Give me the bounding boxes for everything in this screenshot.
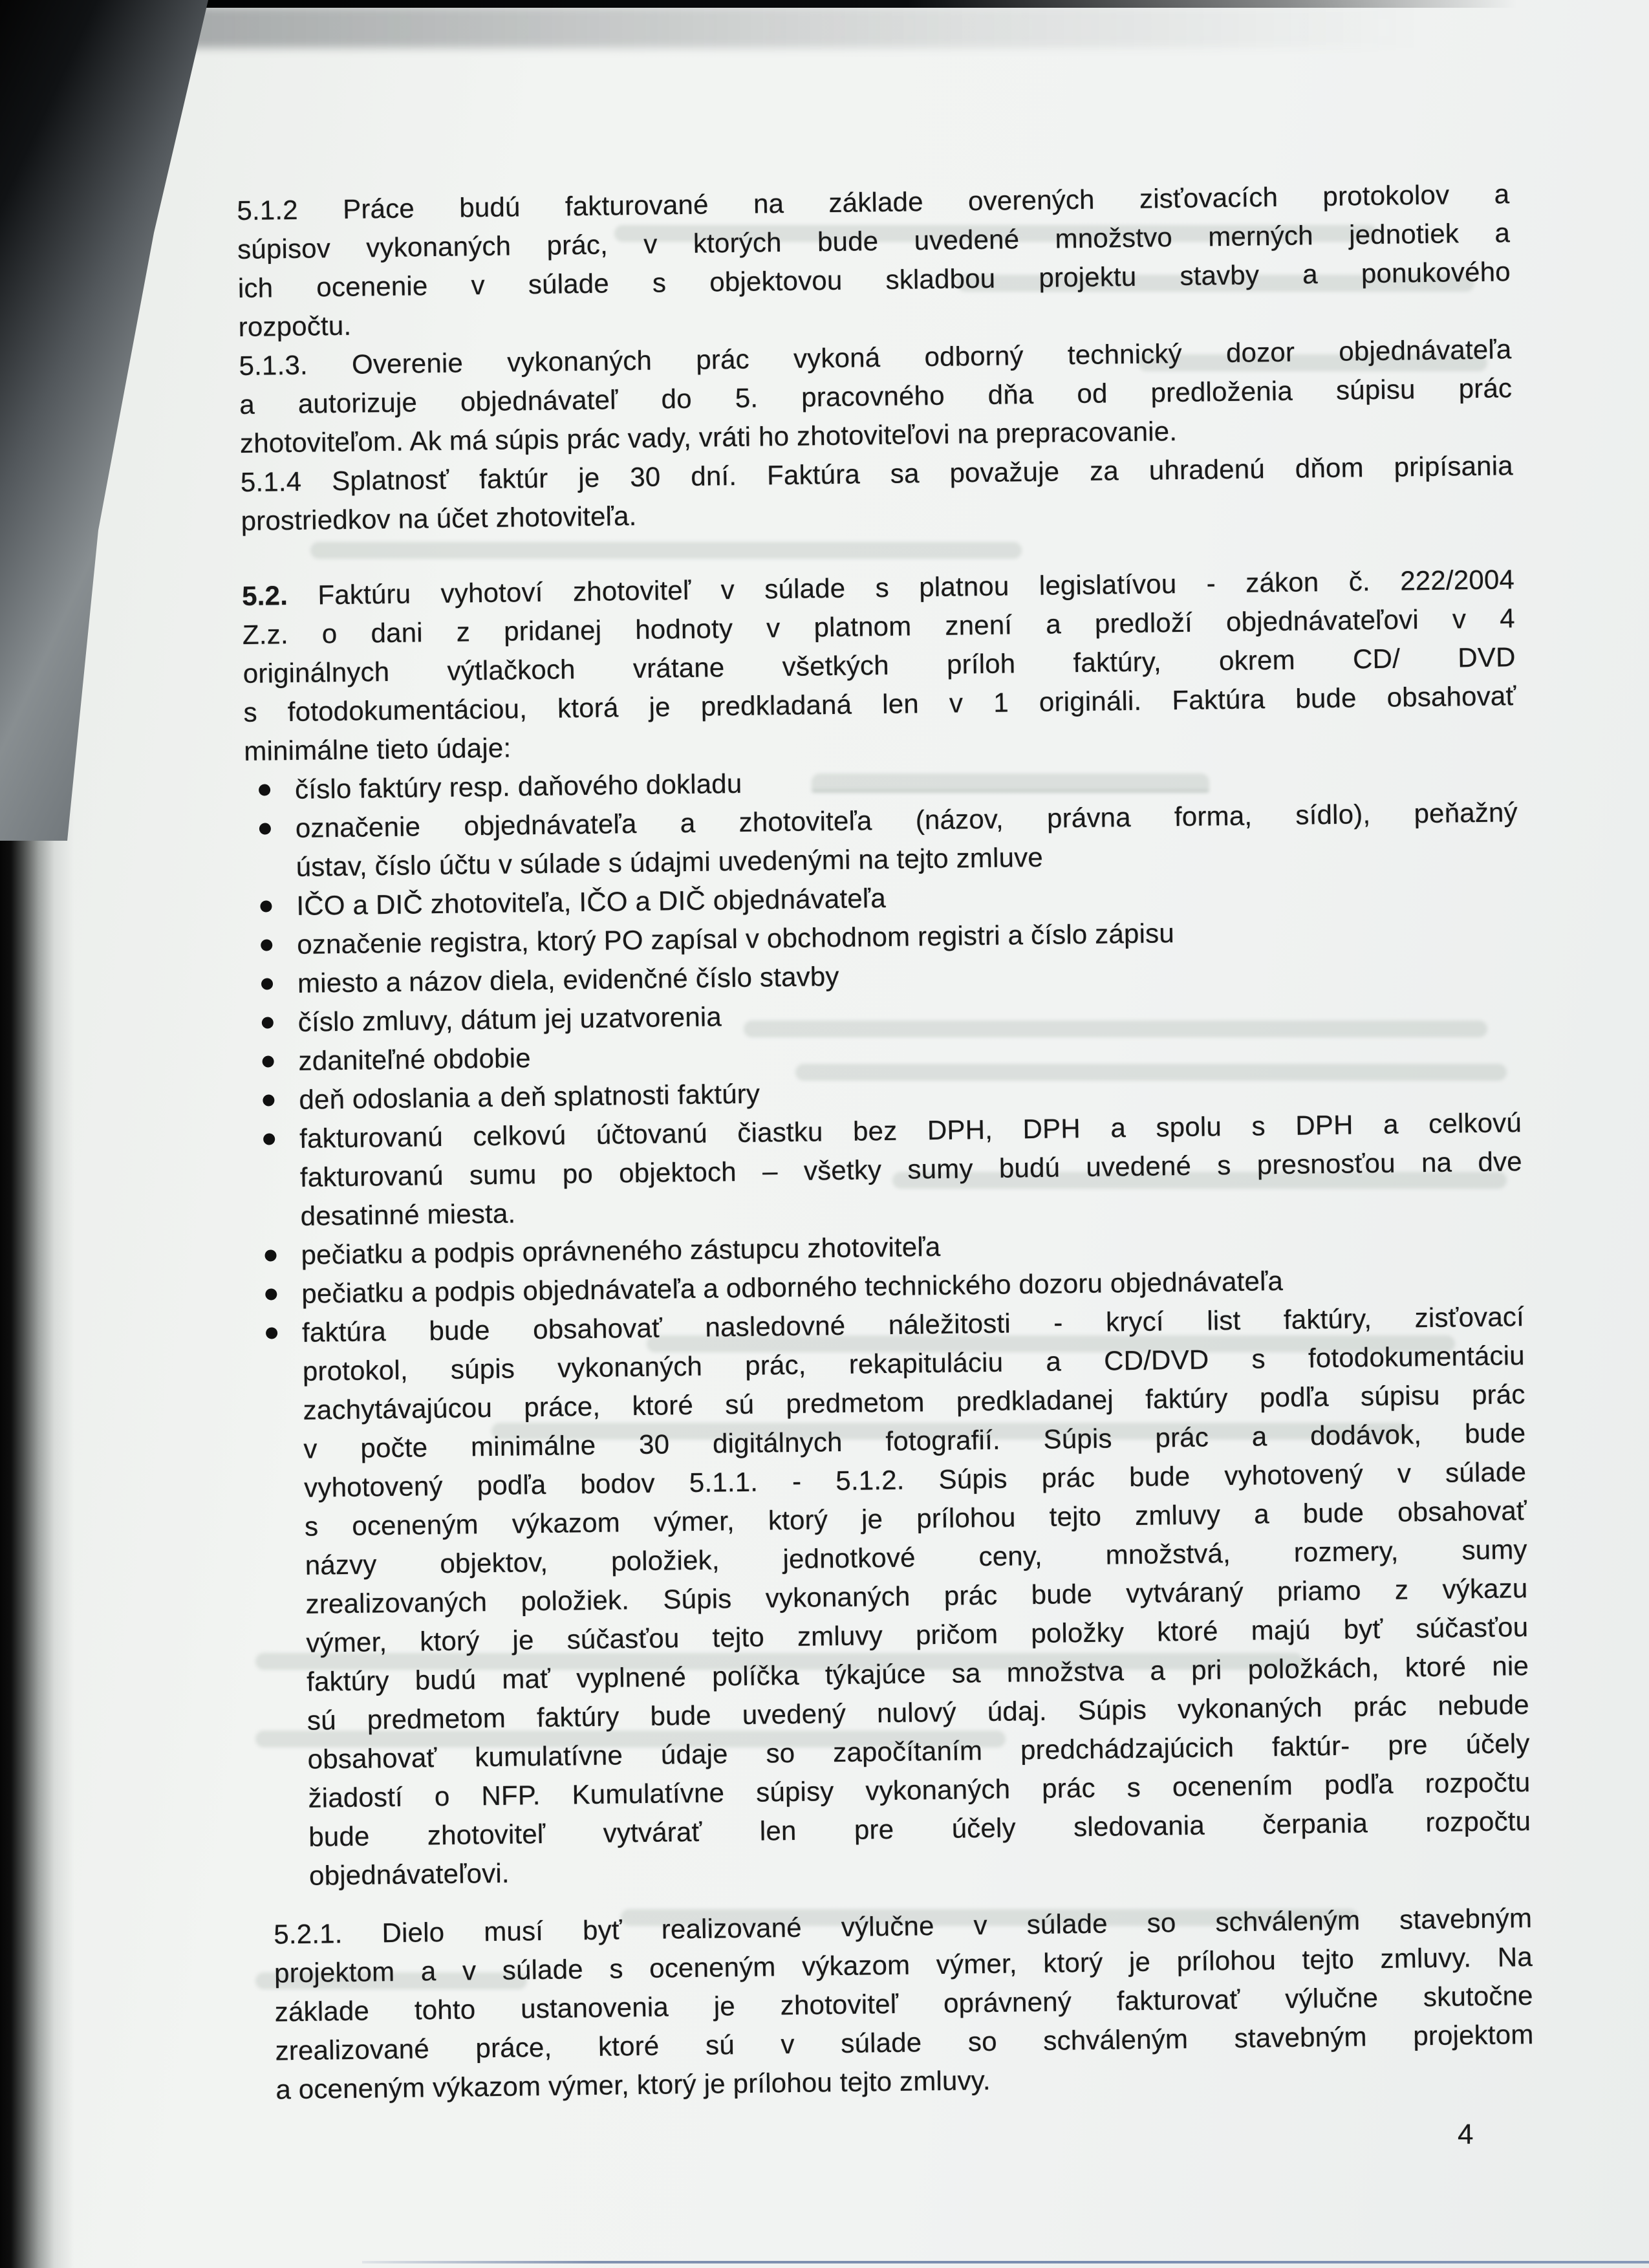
text-line: ústav, číslo účtu v súlade s údajmi uvedenými na tejto zmluve	[296, 841, 1044, 882]
text-line: zachytávajúcou práce, ktoré sú predmetom predkladanej faktúry podľa súpisu prác	[303, 1379, 1525, 1425]
paragraph	[239, 330, 1513, 463]
paragraph	[242, 560, 1517, 771]
bullet-icon	[263, 1133, 275, 1145]
text-line: označenie registra, ktorý PO zapísal v obchodnom registri a číslo zápisu	[296, 918, 1175, 960]
text-line: a oceneným výkazom výmer, ktorý je prílohou tejto zmluvy.	[275, 2064, 991, 2105]
text-line: vyhotovený podľa bodov 5.1.1. - 5.1.2. Súpis prác bude vyhotovený v súlade	[303, 1456, 1527, 1503]
bullet-icon	[261, 939, 272, 951]
text-line: prostriedkov na účet zhotoviteľa.	[241, 500, 637, 536]
text-line: 5.1.4 Splatnosť faktúr je 30 dní. Faktúra sa považuje za uhradenú dňom pripísania	[240, 450, 1514, 497]
text-line: a autorizuje objednávateľ do 5. pracovného dňa od predloženia súpisu prác	[239, 373, 1513, 420]
text-line: deň odoslania a deň splatnosti faktúry	[299, 1078, 760, 1115]
paragraph	[240, 446, 1513, 541]
text-line: rozpočtu.	[238, 310, 352, 342]
text-line: Z.z. o dani z pridanej hodnoty v platnom znení a predloží objednávateľovi v 4	[242, 603, 1516, 650]
text-line: fakturovanú sumu po objektoch – všetky sumy budú uvedené s presnosťou na dve	[299, 1146, 1523, 1193]
text-line: pečiatku a podpis oprávneného zástupcu zhotoviteľa	[301, 1231, 941, 1270]
bullet-icon	[266, 1327, 277, 1339]
text-line: súpisov vykonaných prác, v ktorých bude uvedené množstvo merných jednotiek a	[237, 217, 1511, 265]
text-line: objednávateľovi.	[308, 1857, 510, 1891]
text-line: bude zhotoviteľ vytvárať len pre účely sledovania čerpania rozpočtu	[308, 1806, 1531, 1852]
bullet-icon	[264, 1249, 276, 1261]
text-line: 5.1.3. Overenie vykonaných prác vykoná odborný technický dozor objednávateľa	[239, 334, 1512, 381]
text-line: 5.1.2 Práce budú fakturované na základe overených zisťovacích protokolov a	[237, 178, 1510, 226]
text-line: faktúry budú mať vyplnené políčka týkajúce sa množstva a pri položkách, ktoré nie	[306, 1650, 1529, 1697]
bullet-icon	[259, 784, 270, 795]
text-line: označenie objednávateľa a zhotoviteľa (názov, právna forma, sídlo), peňažný	[295, 797, 1518, 843]
text-line: desatinné miesta.	[300, 1198, 516, 1231]
text-line: číslo faktúry resp. daňového dokladu	[294, 768, 742, 805]
text-line: zhotoviteľom. Ak má súpis prác vady, vráti ho zhotoviteľovi na prepracovanie.	[239, 415, 1178, 459]
text-line: obsahovať kumulatívne údaje so započítaním predchádzajúcich faktúr- pre účely	[307, 1728, 1530, 1775]
text-line: názvy objektov, položiek, jednotkové ceny, množstvá, rozmery, sumy	[305, 1534, 1527, 1581]
scan-edge-bottom-line	[362, 2261, 1649, 2263]
text-line: 5.2.1. Dielo musí byť realizované výlučne v súlade so schváleným stavebným	[273, 1903, 1533, 1950]
text-line: 5.2. Faktúru vyhotoví zhotoviteľ v súlade s platnou legislatívou - zákon č. 222/2004	[241, 564, 1515, 611]
bullet-icon	[262, 1055, 274, 1067]
text-line: protokol, súpis vykonaných prác, rekapituláciu a CD/DVD s fotodokumentáciu	[302, 1340, 1525, 1387]
text-line: zdaniteľné obdobie	[298, 1042, 532, 1076]
text-line: základe tohto ustanovenia je zhotoviteľ oprávnený fakturovať výlučne skutočne	[274, 1980, 1533, 2027]
bullet-icon	[260, 900, 272, 912]
bullet-icon	[262, 1017, 274, 1028]
bullet-icon	[261, 978, 273, 989]
text-line: žiadostí o NFP. Kumulatívne súpisy vykonaných prác s ocenením podľa rozpočtu	[308, 1767, 1531, 1813]
scan-corner-wedge	[0, 0, 213, 841]
text-line: zrealizované práce, ktoré sú v súlade so schváleným stavebným projektom	[275, 2018, 1534, 2066]
text-line: fakturovanú celkovú účtovanú čiastku bez DPH, DPH a spolu s DPH a celkovú	[299, 1107, 1522, 1154]
bullet-item	[252, 1297, 1532, 1896]
scanner-lid-shadow	[136, 6, 1649, 48]
paragraph	[274, 1899, 1535, 2109]
text-line: IČO a DIČ zhotoviteľa, IČO a DIČ objednávateľa	[296, 882, 887, 921]
text-line: sú predmetom faktúry bude uvedený nulový údaj. Súpis vykonaných prác nebude	[307, 1689, 1530, 1736]
text-line: s oceneným výkazom výmer, ktorý je prílohou tejto zmluvy a bude obsahovať	[304, 1495, 1527, 1542]
text-line: ich ocenenie v súlade s objektovou skladbou projektu stavby a ponukového	[237, 256, 1511, 303]
bullet-icon	[265, 1288, 277, 1300]
page-number: 4	[1458, 2119, 1474, 2150]
bullet-icon	[259, 823, 271, 834]
text-line: miesto a názov diela, evidenčné číslo stavby	[297, 960, 839, 999]
text-line: číslo zmluvy, dátum jej uzatvorenia	[297, 1001, 722, 1037]
text-line: projektom a v súlade s oceneným výkazom výmer, ktorý je prílohou tejto zmluvy. Na	[274, 1941, 1533, 1989]
text-line: originálnych výtlačkoch vrátane všetkých príloh faktúry, okrem CD/ DVD	[242, 642, 1516, 689]
text-line: s fotodokumentáciou, ktorá je predkladaná len v 1 origináli. Faktúra bude obsahovať	[243, 680, 1516, 728]
bullet-icon	[263, 1094, 274, 1106]
scan-edge-top	[0, 0, 1649, 8]
contract-text-column	[237, 175, 1535, 2110]
text-line: výmer, ktorý je súčasťou tejto zmluvy pričom položky ktoré majú byť súčasťou	[306, 1612, 1529, 1658]
text-line: zrealizovaných položiek. Súpis vykonaných prác bude vytváraný priamo z výkazu	[305, 1573, 1528, 1619]
text-line: faktúra bude obsahovať nasledovné náležitosti - krycí list faktúry, zisťovací	[301, 1301, 1525, 1348]
text-line: v počte minimálne 30 digitálnych fotografií. Súpis prác a dodávok, bude	[303, 1418, 1526, 1464]
bullet-item	[249, 1103, 1523, 1237]
text-line: minimálne tieto údaje:	[244, 732, 512, 766]
text-line: pečiatku a podpis objednávateľa a odborného technického dozoru objednávateľa	[301, 1265, 1284, 1309]
paragraph	[237, 175, 1511, 347]
